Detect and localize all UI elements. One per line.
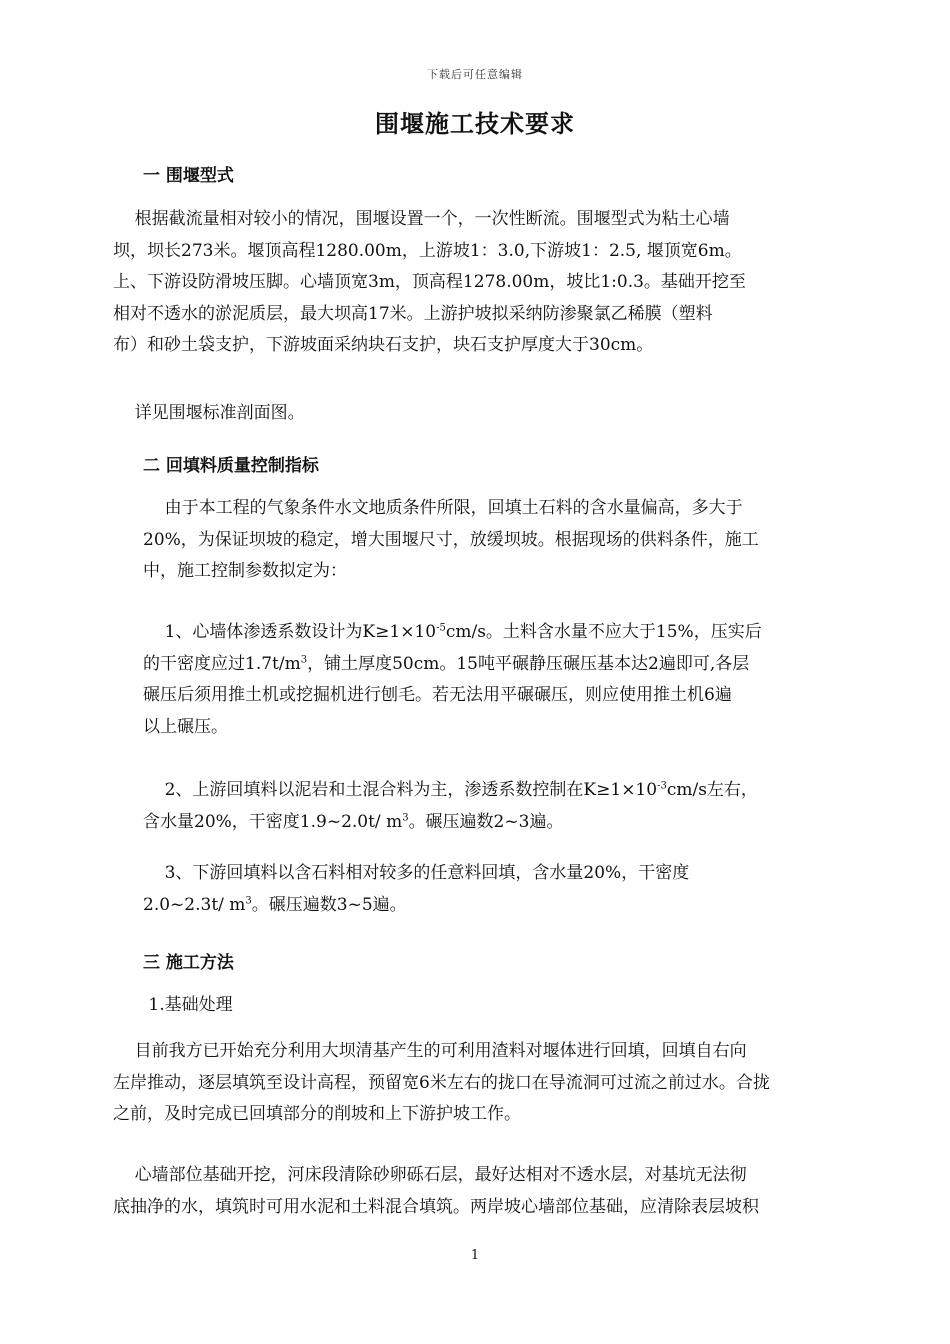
page-number: 1 [470,1248,480,1263]
text-line: 由于本工程的气象条件水文地质条件所限，回填土石料的含水量偏高，多大于 [143,498,743,518]
text-line: 坝，坝长273米。堰顶高程1280.00m，上游坡1：3.0,下游坡1：2.5, 堰顶宽6m。 [113,240,742,261]
section-heading-1: 一 围堰型式 [143,166,234,186]
text-line: 左岸推动，逐层填筑至设计高程，预留宽6米左右的拢口在导流洞可过流之前过水。合拢 [113,1072,770,1093]
superscript: -3 [657,780,667,792]
document-title: 围堰施工技术要求 [375,109,575,138]
text-line: 碾压后须用推土机或挖掘机进行刨毛。若无法用平碾碾压，则应使用推土机6遍 [143,685,732,705]
text-line [143,775,861,807]
text-line [143,649,861,681]
text-fragment: 2.0~2.3t/ m [143,894,246,915]
text-fragment: 的干密度应过1.7t/m [143,653,301,674]
text-line: 上、下游设防滑坡压脚。心墙顶宽3m，顶高程1278.00m，坡比1:0.3。基础开挖至 [113,272,746,292]
text-line [143,890,861,922]
text-fragment: 2、上游回填料以泥岩和土混合料为主，渗透系数控制在K≥1×10 [143,780,658,800]
text-fragment: ，铺土厚度50cm。15吨平碾静压碾压基本达2遍即可,各层 [307,653,750,674]
section-heading-3: 三 施工方法 [143,953,234,973]
superscript: 3 [245,894,252,906]
text-line: 布）和砂土袋支护，下游坡面采纳块石支护，块石支护厚度大于30cm。 [113,335,654,355]
subheading-foundation: 1.基础处理 [143,995,233,1015]
text-fragment: 。碾压遍数2~3遍。 [408,811,564,832]
text-fragment: 1、心墙体渗透系数设计为K≥1×10 [143,622,437,642]
text-line: 目前我方已开始充分利用大坝清基产生的可利用渣料对堰体进行回填，回填自右向 [113,1041,747,1061]
text-line [143,617,861,649]
text-line: 心墙部位基础开挖，河床段清除砂卵砾石层，最好达相对不透水层，对基坑无法彻 [113,1165,747,1185]
paragraph-item-1 [143,617,861,743]
section-heading-2: 二 回填料质量控制指标 [143,456,319,476]
paragraph-foundation-1 [113,1036,861,1131]
text-line: 以上碾压。 [143,716,228,737]
text-line: 之前，及时完成已回填部分的削坡和上下游护坡工作。 [113,1104,521,1124]
text-line: 根据截流量相对较小的情况，围堰设置一个，一次性断流。围堰型式为粘土心墙 [113,209,730,229]
paragraph-see-drawing: 详见围堰标准剖面图。 [113,403,305,423]
paragraph-fill-quality [143,493,861,588]
text-fragment: 含水量20%，干密度1.9~2.0t/ m [143,811,403,832]
text-fragment: cm/s左右， [666,780,758,800]
superscript: 3 [402,811,409,823]
text-line: 底抽净的水，填筑时可用水泥和土料混合填筑。两岸坡心墙部位基础，应清除表层坡积 [113,1196,759,1217]
text-line: 相对不透水的淤泥质层，最大坝高17米。上游护坡拟采纳防渗聚氯乙稀膜（塑料 [113,303,713,324]
text-line [143,807,861,839]
text-line: 20%，为保证坝坡的稳定，增大围堰尺寸，放缓坝坡。根据现场的供料条件，施工 [143,529,759,550]
header-note: 下载后可任意编辑 [427,68,523,81]
text-line: 3、下游回填料以含石料相对较多的任意料回填，含水量20%，干密度 [143,863,690,883]
superscript: 3 [300,653,308,665]
paragraph-weir-type [113,204,861,362]
text-line: 中，施工控制参数拟定为： [143,561,347,581]
paragraph-foundation-2 [113,1160,861,1223]
paragraph-item-3 [143,858,861,921]
superscript: -5 [436,622,446,634]
text-fragment: 。碾压遍数3~5遍。 [251,894,407,915]
text-fragment: cm/s。土料含水量不应大于15%，压实后 [445,622,762,642]
paragraph-item-2 [143,775,861,838]
